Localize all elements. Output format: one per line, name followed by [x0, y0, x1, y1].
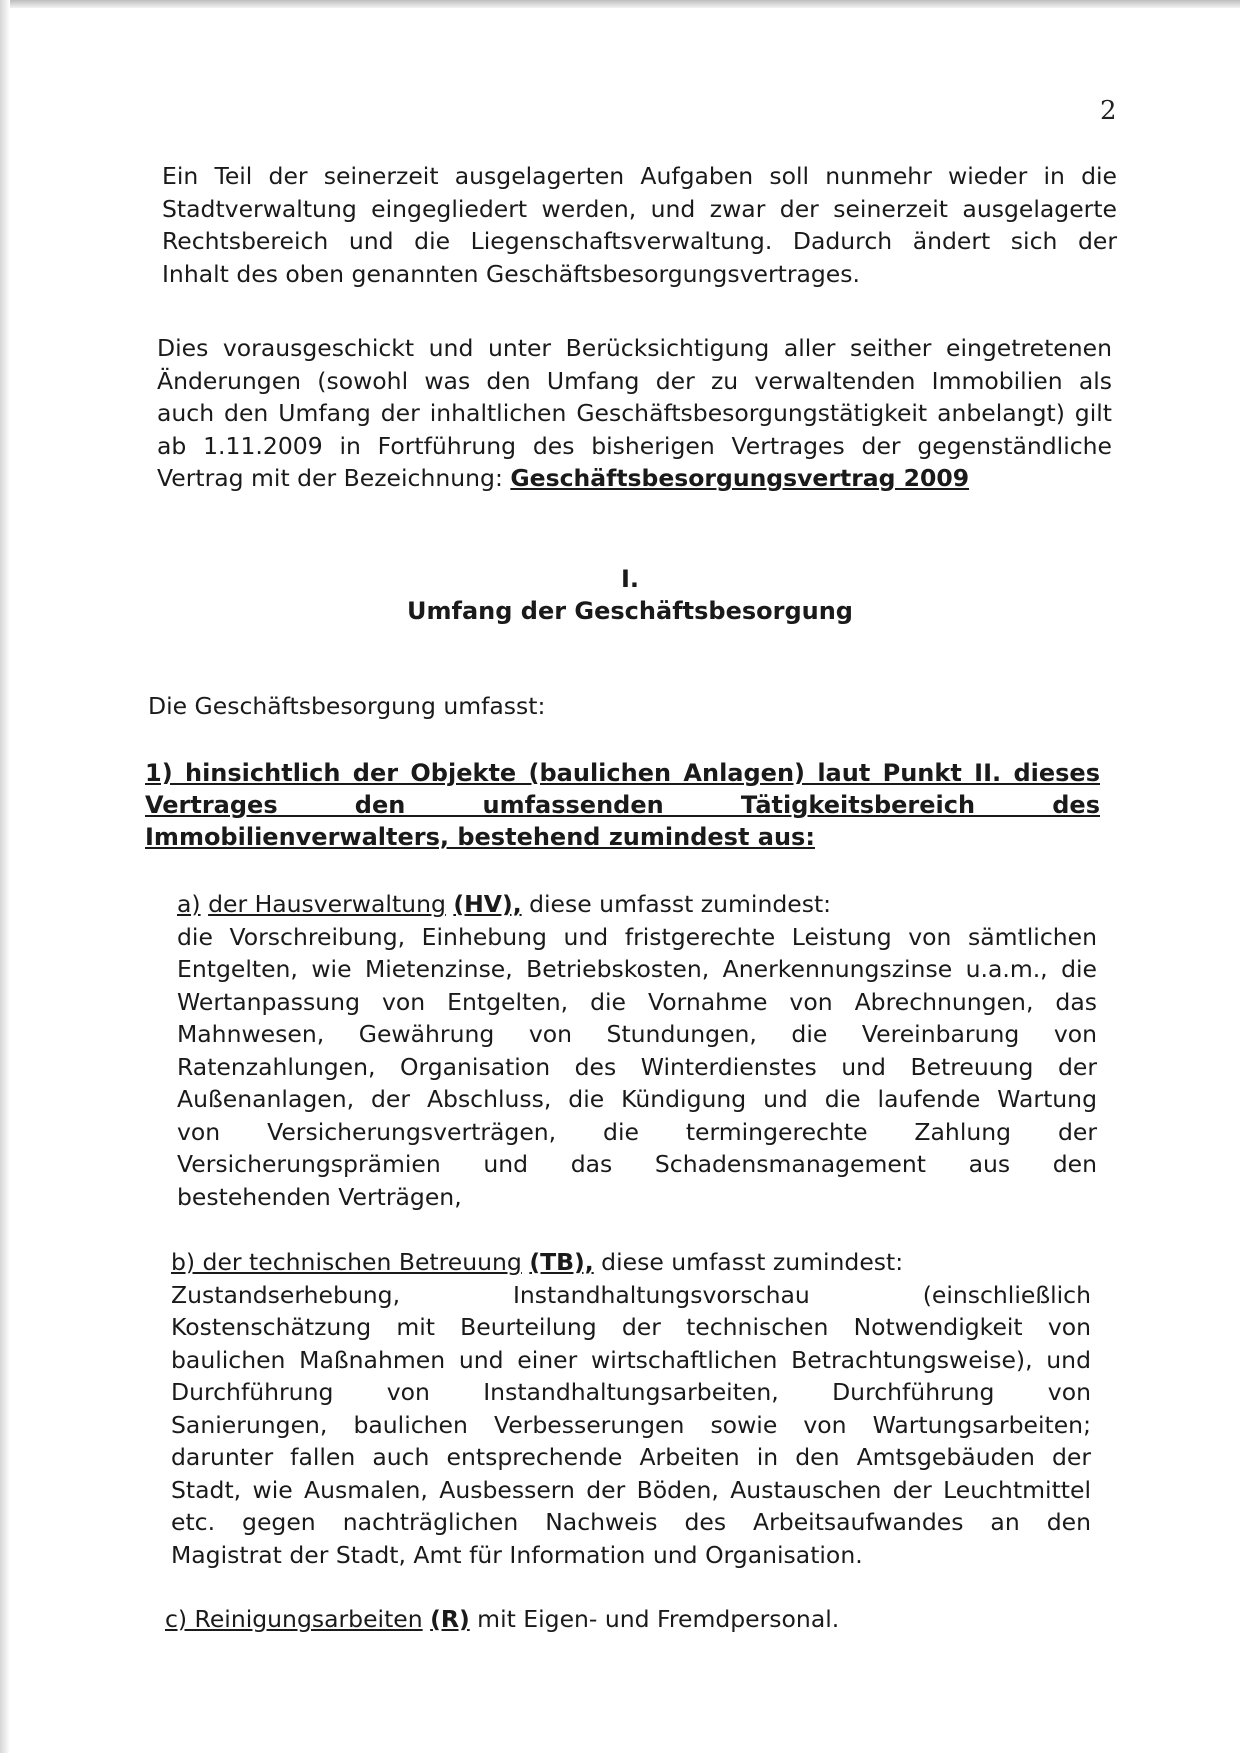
text-line: auch den Umfang der inhaltlichen Geschäftsbesorgungstätigkeit anbelangt) gilt — [157, 399, 1112, 427]
text-line: Inhalt des oben genannten Geschäftsbesorgungsvertrages. — [162, 259, 860, 288]
text-line: Magistrat der Stadt, Amt für Information und Organisation. — [171, 1540, 863, 1569]
text-line: Sanierungen, baulichen Verbesserungen sowie von Wartungsarbeiten; — [171, 1410, 1091, 1439]
item-a-heading — [177, 888, 1097, 921]
text-line: von Versicherungsverträgen, die termingerechte Zahlung der — [177, 1117, 1097, 1146]
text-line: Immobilienverwalters, bestehend zumindest aus: — [145, 823, 815, 851]
item-a-label: der Hausverwaltung — [208, 890, 446, 918]
text-line: die Vorschreibung, Einhebung und fristgerechte Leistung von sämtlichen — [177, 922, 1097, 951]
text-line: 1) hinsichtlich der Objekte (baulichen Anlagen) laut Punkt II. dieses — [145, 759, 1100, 787]
text-line: darunter fallen auch entsprechende Arbeiten in den Amtsgebäuden der — [171, 1443, 1091, 1471]
contract-title: Geschäftsbesorgungsvertrag 2009 — [510, 464, 970, 492]
text-line: bestehenden Verträgen, — [177, 1182, 462, 1211]
text-line: Dies vorausgeschickt und unter Berücksichtigung aller seither eingetretenen — [157, 334, 1112, 362]
text-line: Ratenzahlungen, Organisation des Winterdienstes und Betreuung der — [177, 1052, 1097, 1081]
item-b-label: b) der technischen Betreuung — [171, 1248, 522, 1276]
text-line: Ein Teil der seinerzeit ausgelagerten Aufgaben soll nunmehr wieder in die — [162, 162, 1117, 190]
text-line: Kostenschätzung mit Beurteilung der technischen Notwendigkeit von — [171, 1313, 1091, 1341]
text-line: Zustandserhebung, Instandhaltungsvorschau (einschließlich — [171, 1280, 1091, 1309]
item-a-paragraph — [177, 888, 1097, 1213]
text-line: Außenanlagen, der Abschluss, die Kündigung und die laufende Wartung — [177, 1085, 1097, 1113]
text-line — [157, 462, 1112, 495]
text-line: Entgelten, wie Mietenzinse, Betriebskosten, Anerkennungszinse u.a.m., die — [177, 955, 1097, 983]
text-line: Vertrages den umfassenden Tätigkeitsbereich des — [145, 791, 1100, 819]
page-number: 2 — [1100, 96, 1117, 126]
item-a-marker: a) — [177, 890, 201, 918]
text-line: etc. gegen nachträglichen Nachweis des Arbeitsaufwandes an den — [171, 1508, 1091, 1536]
scan-edge-top — [0, 0, 1240, 8]
item-b-suffix: diese umfasst zumindest: — [593, 1248, 904, 1276]
text-line: Stadt, wie Ausmalen, Ausbessern der Böden, Austauschen der Leuchtmittel — [171, 1475, 1091, 1504]
item-1-heading — [145, 757, 1100, 853]
text-line: Stadtverwaltung eingegliedert werden, und zwar der seinerzeit ausgelagerte — [162, 194, 1117, 223]
item-a-code: (HV), — [453, 890, 522, 918]
scan-edge-left — [0, 0, 10, 1753]
text-line: ab 1.11.2009 in Fortführung des bisherigen Vertrages der gegenständliche — [157, 431, 1112, 460]
text-line: Rechtsbereich und die Liegenschaftsverwaltung. Dadurch ändert sich der — [162, 227, 1117, 255]
item-b-heading — [171, 1246, 1091, 1279]
item-c-suffix: mit Eigen- und Fremdpersonal. — [469, 1605, 840, 1633]
item-c-code: (R) — [430, 1605, 470, 1633]
intro-paragraph — [162, 160, 1117, 290]
item-b-paragraph — [171, 1246, 1091, 1571]
item-c-paragraph — [165, 1605, 839, 1633]
text-line: Versicherungsprämien und das Schadensmanagement aus den — [177, 1150, 1097, 1178]
preface-paragraph — [157, 332, 1112, 495]
item-a-suffix: diese umfasst zumindest: — [521, 890, 832, 918]
text-line: Änderungen (sowohl was den Umfang der zu verwaltenden Immobilien als — [157, 366, 1112, 395]
text-line: Mahnwesen, Gewährung von Stundungen, die Vereinbarung von — [177, 1020, 1097, 1048]
section-title: Umfang der Geschäftsbesorgung — [407, 597, 853, 625]
text-line: baulichen Maßnahmen und einer wirtschaftlichen Betrachtungsweise), und — [171, 1345, 1091, 1374]
text-line: Wertanpassung von Entgelten, die Vornahme von Abrechnungen, das — [177, 987, 1097, 1016]
item-c-label: c) Reinigungsarbeiten — [165, 1605, 423, 1633]
item-b-code: (TB), — [529, 1248, 594, 1276]
section-number: I. — [620, 565, 640, 593]
text-line: Durchführung von Instandhaltungsarbeiten, Durchführung von — [171, 1378, 1091, 1406]
scope-intro: Die Geschäftsbesorgung umfasst: — [148, 692, 546, 720]
preface-last-prefix: Vertrag mit der Bezeichnung: — [157, 464, 511, 492]
